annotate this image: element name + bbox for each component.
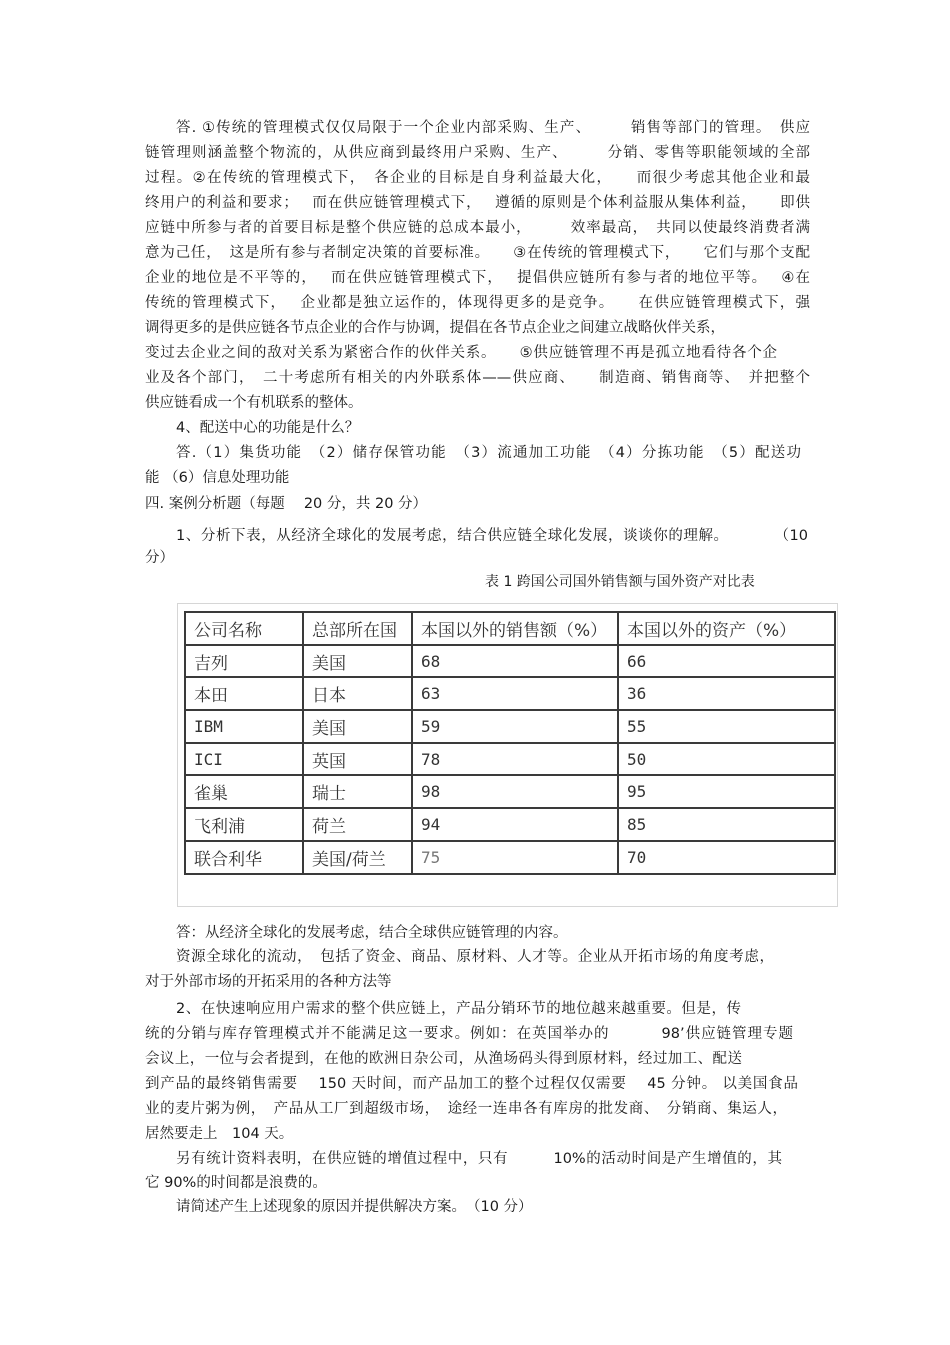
text-line: 供应链看成一个有机联系的整体。 xyxy=(145,395,363,411)
text-line: 会议上，一位与会者提到，在他的欧洲日杂公司，从渔场码头得到原材料，经过加工、配送 xyxy=(145,1051,742,1067)
cell-country: 美国 xyxy=(303,645,412,678)
table-caption: 表 1 跨国公司国外销售额与国外资产对比表 xyxy=(485,574,755,590)
cell-company: 联合利华 xyxy=(185,841,303,874)
text-line: 到产品的最终销售需要 150 天时间，而产品加工的整个过程仅仅需要 45 分钟。 以美国食品 xyxy=(145,1076,798,1092)
cell-sales: 68 xyxy=(412,645,618,678)
cell-country: 英国 xyxy=(303,743,412,776)
text-line: 它 90%的时间都是浪费的。 xyxy=(145,1175,327,1191)
cell-company: 吉列 xyxy=(185,645,303,678)
cell-sales: 59 xyxy=(412,710,618,743)
text-line: 答.（1）集货功能 （2）储存保管功能 （3）流通加工功能 （4）分拣功能 （5）配送功 xyxy=(176,445,801,461)
cell-sales: 75 xyxy=(412,841,618,874)
text-line: 资源全球化的流动， 包括了资金、商品、原材料、人才等。企业从开拓市场的角度考虑， xyxy=(176,949,774,965)
comparison-table xyxy=(184,611,836,875)
text-line: 另有统计资料表明，在供应链的增值过程中，只有 10%的活动时间是产生增值的，其 xyxy=(176,1151,782,1167)
text-line: 业的麦片粥为例， 产品从工厂到超级市场， 途经一连串各有库房的批发商、 分销商、集运人， xyxy=(145,1101,787,1117)
table-header-row xyxy=(185,612,835,645)
cell-country: 美国/荷兰 xyxy=(303,841,412,874)
header-hq-country: 总部所在国 xyxy=(303,612,412,645)
text-line: 2、在快速响应用户需求的整个供应链上，产品分销环节的地位越来越重要。但是，传 xyxy=(176,1001,741,1017)
cell-company: IBM xyxy=(185,710,303,743)
section-heading: 四. 案例分析题（每题 20 分，共 20 分） xyxy=(145,496,428,512)
table-row xyxy=(185,677,835,710)
cell-sales: 78 xyxy=(412,743,618,776)
cell-assets: 95 xyxy=(618,775,835,808)
text-line: 过程。②在传统的管理模式下， 各企业的目标是自身利益最大化， 而很少考虑其他企业和最 xyxy=(145,170,810,186)
cell-country: 瑞士 xyxy=(303,775,412,808)
table-row xyxy=(185,743,835,776)
header-foreign-sales: 本国以外的销售额（%） xyxy=(412,612,618,645)
text-line: 调得更多的是供应链各节点企业的合作与协调，提倡在各节点企业之间建立战略伙伴关系， xyxy=(145,320,725,336)
cell-company: 本田 xyxy=(185,677,303,710)
header-foreign-assets: 本国以外的资产（%） xyxy=(618,612,835,645)
cell-sales: 94 xyxy=(412,808,618,841)
cell-country: 荷兰 xyxy=(303,808,412,841)
cell-company: ICI xyxy=(185,743,303,776)
cell-assets: 66 xyxy=(618,645,835,678)
cell-country: 美国 xyxy=(303,710,412,743)
text-line: 企业的地位是不平等的， 而在供应链管理模式下， 提倡供应链所有参与者的地位平等。 ④在 xyxy=(145,270,810,286)
cell-assets: 70 xyxy=(618,841,835,874)
text-line: 分） xyxy=(145,550,174,566)
text-line: 答. ①传统的管理模式仅仅局限于一个企业内部采购、生产、 销售等部门的管理。 供应 xyxy=(176,120,810,136)
text-line: 答：从经济全球化的发展考虑，结合全球供应链管理的内容。 xyxy=(176,925,568,941)
table-row xyxy=(185,710,835,743)
text-line: 应链中所参与者的首要目标是整个供应链的总成本最小， 效率最高， 共同以使最终消费者满 xyxy=(145,220,810,236)
text-line: 业及各个部门， 二十考虑所有相关的内外联系体——供应商、 制造商、销售商等、 并把整个 xyxy=(145,370,810,386)
cell-country: 日本 xyxy=(303,677,412,710)
text-line: 请简述产生上述现象的原因并提供解决方案。 （10 分） xyxy=(176,1199,533,1215)
cell-company: 雀巢 xyxy=(185,775,303,808)
header-company: 公司名称 xyxy=(185,612,303,645)
text-line: 终用户的利益和要求； 而在供应链管理模式下， 遵循的原则是个体利益服从集体利益， 即供 xyxy=(145,195,810,211)
text-line: 统的分销与库存管理模式并不能满足这一要求。例如：在英国举办的 98’供应链管理专题 xyxy=(145,1026,793,1042)
table-row xyxy=(185,645,835,678)
cell-assets: 55 xyxy=(618,710,835,743)
cell-sales: 63 xyxy=(412,677,618,710)
table-row xyxy=(185,808,835,841)
text-line: 能 （6）信息处理功能 xyxy=(145,470,290,486)
text-line: 传统的管理模式下， 企业都是独立运作的，体现得更多的是竞争。 在供应链管理模式下，强 xyxy=(145,295,810,311)
table-row xyxy=(185,775,835,808)
cell-assets: 85 xyxy=(618,808,835,841)
cell-assets: 36 xyxy=(618,677,835,710)
text-line: 意为己任， 这是所有参与者制定决策的首要标准。 ③在传统的管理模式下， 它们与那个支配 xyxy=(145,245,810,261)
text-line: 链管理则涵盖整个物流的，从供应商到最终用户采购、生产、 分销、零售等职能领域的全部 xyxy=(145,145,810,161)
text-line: 变过去企业之间的敌对关系为紧密合作的伙伴关系。 ⑤供应链管理不再是孤立地看待各个企 xyxy=(145,345,777,361)
question-4-title: 4、配送中心的功能是什么？ xyxy=(176,420,360,436)
table-row xyxy=(185,841,835,874)
cell-company: 飞利浦 xyxy=(185,808,303,841)
text-line: 对于外部市场的开拓采用的各种方法等 xyxy=(145,974,392,990)
text-line: 1、分析下表，从经济全球化的发展考虑，结合供应链全球化发展，谈谈你的理解。 （10 xyxy=(176,528,808,544)
cell-sales: 98 xyxy=(412,775,618,808)
cell-assets: 50 xyxy=(618,743,835,776)
text-line: 居然要走上 104 天。 xyxy=(145,1126,294,1142)
